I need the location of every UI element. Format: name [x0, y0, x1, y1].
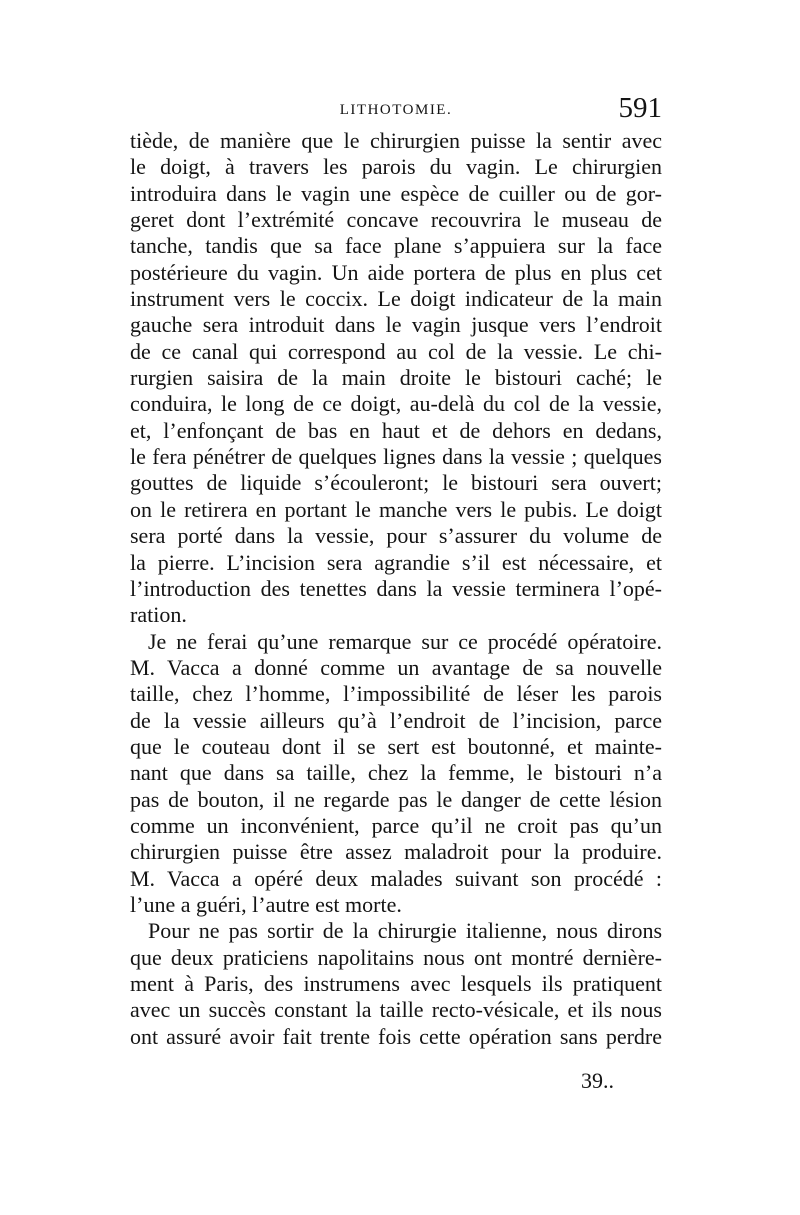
text-line: sera porté dans la vessie, pour s’assurer du volume de	[130, 523, 662, 549]
text-line: ration.	[130, 602, 187, 628]
text-line: conduira, le long de ce doigt, au-delà du col de la vessie,	[130, 391, 662, 417]
text-line: pas de bouton, il ne regarde pas le danger de cette lésion	[130, 786, 662, 812]
text-line: Je ne ferai qu’une remarque sur ce procédé opératoire.	[148, 628, 662, 654]
text-line: chirurgien puisse être assez maladroit pour la produire.	[130, 839, 662, 865]
text-line: on le retirera en portant le manche vers le pubis. Le doigt	[130, 496, 662, 522]
text-line: de la vessie ailleurs qu’à l’endroit de l’incision, parce	[130, 707, 662, 733]
text-line: l’introduction des tenettes dans la vessie terminera l’opé-	[130, 575, 662, 601]
text-line: la pierre. L’incision sera agrandie s’il est nécessaire, et	[130, 549, 662, 575]
text-line: postérieure du vagin. Un aide portera de plus en plus cet	[130, 259, 662, 285]
text-line: comme un inconvénient, parce qu’il ne croit pas qu’un	[130, 812, 662, 838]
text-line: instrument vers le coccix. Le doigt indicateur de la main	[130, 286, 662, 312]
text-line: avec un succès constant la taille recto-vésicale, et ils nous	[130, 997, 662, 1023]
text-line: introduira dans le vagin une espèce de cuiller ou de gor-	[130, 180, 662, 206]
text-line: gouttes de liquide s’écouleront; le bistouri sera ouvert;	[130, 470, 662, 496]
text-line: taille, chez l’homme, l’impossibilité de léser les parois	[130, 681, 662, 707]
running-title: LITHOTOMIE.	[339, 102, 453, 118]
page-header	[130, 92, 662, 132]
text-line: gauche sera introduit dans le vagin jusque vers l’endroit	[130, 312, 662, 338]
text-line: que deux praticiens napolitains nous ont montré dernière-	[130, 944, 662, 970]
text-line: le fera pénétrer de quelques lignes dans la vessie ; quelques	[130, 444, 662, 470]
text-line: Pour ne pas sortir de la chirurgie italienne, nous dirons	[148, 918, 662, 944]
printer-signature-mark: 39..	[581, 1068, 614, 1093]
text-line: nant que dans sa taille, chez la femme, le bistouri n’a	[130, 760, 662, 786]
text-line: l’une a guéri, l’autre est morte.	[130, 891, 402, 917]
body-text	[130, 128, 662, 1050]
text-line: rurgien saisira de la main droite le bistouri caché; le	[130, 365, 662, 391]
text-line: et, l’enfonçant de bas en haut et de dehors en dedans,	[130, 417, 662, 443]
text-line: de ce canal qui correspond au col de la vessie. Le chi-	[130, 338, 662, 364]
page-number: 591	[618, 92, 662, 124]
text-line: ment à Paris, des instrumens avec lesquels ils pratiquent	[130, 971, 662, 996]
text-line: ont assuré avoir fait trente fois cette opération sans perdre	[130, 1023, 662, 1049]
text-line: le doigt, à travers les parois du vagin. Le chirurgien	[130, 154, 662, 180]
text-line: geret dont l’extrémité concave recouvrira le museau de	[130, 207, 662, 233]
text-line: M. Vacca a donné comme un avantage de sa nouvelle	[130, 654, 662, 680]
text-line: M. Vacca a opéré deux malades suivant son procédé :	[130, 865, 662, 891]
text-line: que le couteau dont il se sert est boutonné, et mainte-	[130, 733, 662, 759]
text-line: tiède, de manière que le chirurgien puisse la sentir avec	[130, 128, 662, 153]
text-line: tanche, tandis que sa face plane s’appuiera sur la face	[130, 233, 662, 259]
